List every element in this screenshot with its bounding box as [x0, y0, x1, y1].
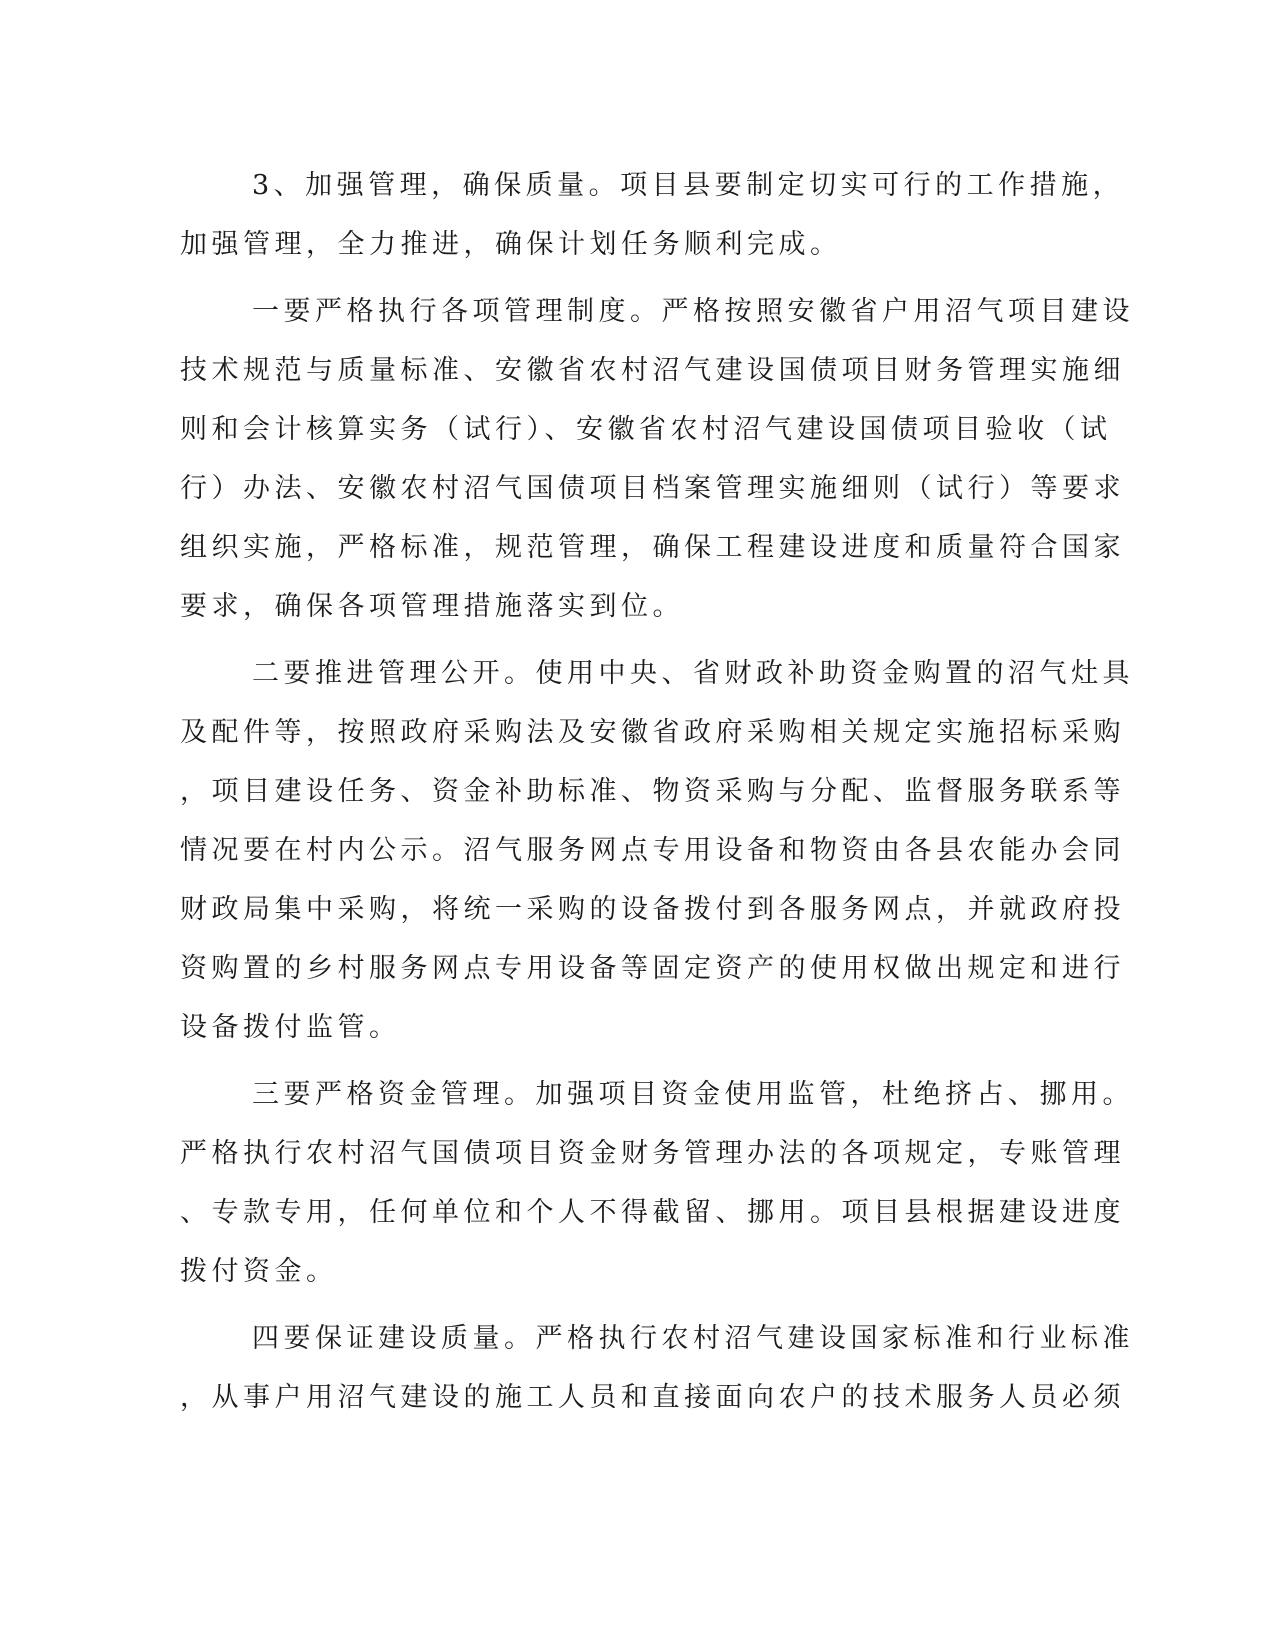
paragraph-line: 3、加强管理，确保质量。项目县要制定切实可行的工作措施， — [252, 170, 1125, 201]
paragraph-line: ，项目建设任务、资金补助标准、物资采购与分配、监督服务联系等 — [180, 776, 1125, 807]
paragraph-line: 则和会计核算实务（试行）、安徽省农村沼气建设国债项目验收（试 — [180, 414, 1112, 445]
paragraph-line: 情况要在村内公示。沼气服务网点专用设备和物资由各县农能办会同 — [180, 835, 1125, 866]
paragraph-three-funds — [180, 1065, 1134, 1301]
paragraph-line: 资购置的乡村服务网点专用设备等固定资产的使用权做出规定和进行 — [180, 953, 1125, 984]
paragraph-line: 财政局集中采购，将统一采购的设备拨付到各服务网点，并就政府投 — [180, 894, 1125, 925]
paragraph-line: 行）办法、安徽农村沼气国债项目档案管理实施细则（试行）等要求 — [180, 473, 1125, 504]
paragraph-line: 二要推进管理公开。使用中央、省财政补助资金购置的沼气灶具 — [252, 658, 1134, 689]
paragraph-line: 四要保证建设质量。严格执行农村沼气建设国家标准和行业标准 — [252, 1323, 1134, 1354]
paragraph-3-management — [180, 156, 1125, 274]
document-body — [180, 156, 1134, 1427]
paragraph-line: 要求，确保各项管理措施落实到位。 — [180, 591, 684, 622]
paragraph-line: 设备拨付监管。 — [180, 1012, 401, 1043]
paragraph-one-regulations — [180, 282, 1134, 636]
paragraph-line: 严格执行农村沼气国债项目资金财务管理办法的各项规定，专账管理 — [180, 1138, 1125, 1169]
paragraph-line: 组织实施，严格标准，规范管理，确保工程建设进度和质量符合国家 — [180, 532, 1125, 563]
paragraph-line: 一要严格执行各项管理制度。严格按照安徽省户用沼气项目建设 — [252, 296, 1134, 327]
paragraph-two-transparency — [180, 644, 1134, 1057]
paragraph-line: ，从事户用沼气建设的施工人员和直接面向农户的技术服务人员必须 — [180, 1382, 1125, 1413]
paragraph-line: 技术规范与质量标准、安徽省农村沼气建设国债项目财务管理实施细 — [180, 355, 1125, 386]
paragraph-line: 拨付资金。 — [180, 1256, 338, 1287]
paragraph-line: 、专款专用，任何单位和个人不得截留、挪用。项目县根据建设进度 — [180, 1197, 1125, 1228]
paragraph-line: 及配件等，按照政府采购法及安徽省政府采购相关规定实施招标采购 — [180, 717, 1125, 748]
paragraph-line: 加强管理，全力推进，确保计划任务顺利完成。 — [180, 229, 842, 260]
paragraph-four-quality — [180, 1309, 1134, 1427]
paragraph-line: 三要严格资金管理。加强项目资金使用监管，杜绝挤占、挪用。 — [252, 1079, 1134, 1110]
